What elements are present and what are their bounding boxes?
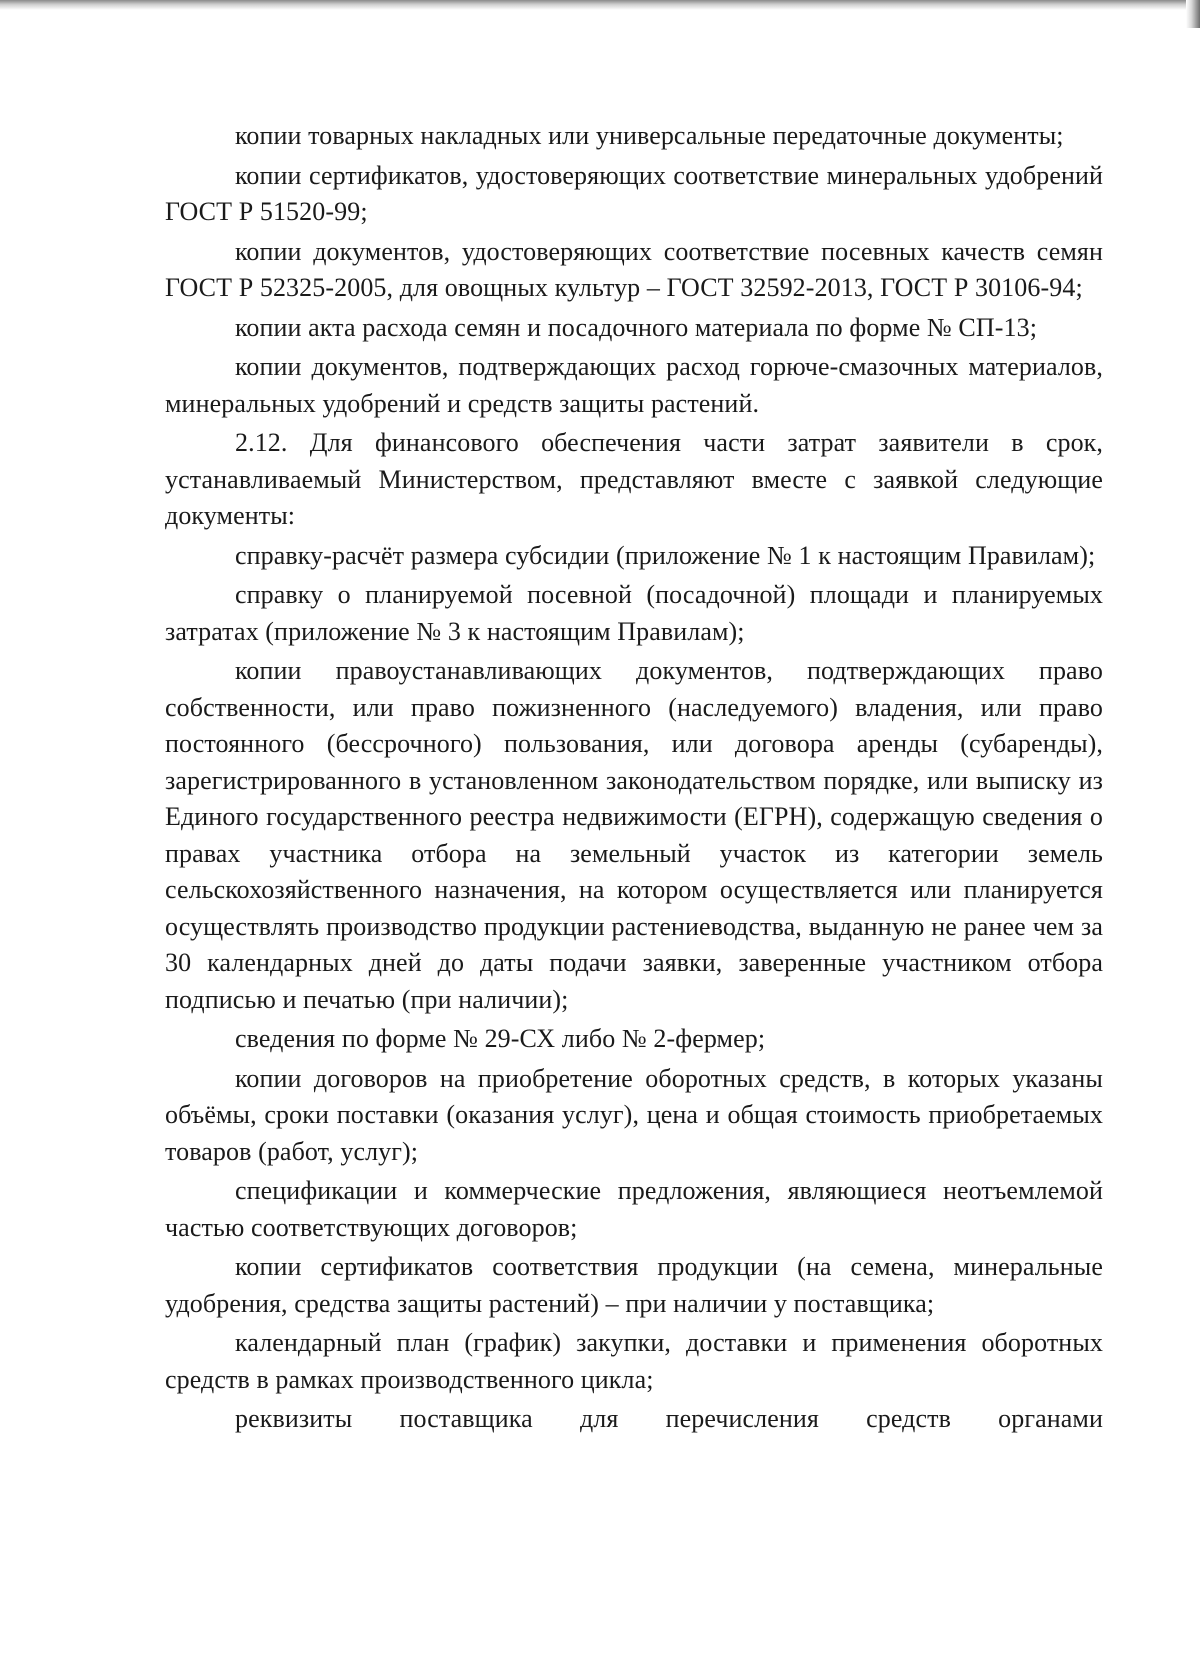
paragraph-planned-area: справку о планируемой посевной (посадочной) площади и планируемых затратах (приложение № 3 к настоящим Правилам); xyxy=(165,580,1103,646)
paragraph-fertilizer-certificates: копии сертификатов, удостоверяющих соответствие минеральных удобрений ГОСТ Р 51520-99; xyxy=(165,160,1103,226)
paragraph-calendar-plan: календарный план (график) закупки, доставки и применения оборотных средств в рамках производственного цикла; xyxy=(165,1328,1103,1394)
paragraph-form-29-sx: сведения по форме № 29-СХ либо № 2-фермер; xyxy=(235,1024,766,1053)
scan-corner-shadow xyxy=(1186,0,1200,28)
paragraph-seed-consumption-act: копии акта расхода семян и посадочного материала по форме № СП-13; xyxy=(235,312,1038,342)
document-body xyxy=(165,118,1103,1441)
paragraph-subsidy-calculation: справку-расчёт размера субсидии (приложение № 1 к настоящим Правилам); xyxy=(235,540,1096,570)
paragraph-seed-quality-documents: копии документов, удостоверяющих соответствие посевных качеств семян ГОСТ Р 52325-2005, для овощных культур – ГОСТ 32592-2013, ГОСТ Р 30106-94; xyxy=(165,236,1103,302)
paragraph-section-2-12: 2.12. Для финансового обеспечения части затрат заявители в срок, устанавливаемый Министерством, представляют вместе с заявкой следующие документы: xyxy=(165,428,1103,530)
paragraph-supplier-details: реквизиты поставщика для перечисления средств органами xyxy=(235,1404,1103,1433)
paragraph-conformity-certificates: копии сертификатов соответствия продукции (на семена, минеральные удобрения, средства защиты растений) – при наличии у поставщика; xyxy=(165,1252,1103,1318)
paragraph-waybills: копии товарных накладных или универсальные передаточные документы; xyxy=(235,121,1064,150)
paragraph-consumption-documents: копии документов, подтверждающих расход горюче-смазочных материалов, минеральных удобрений и средств защиты растений. xyxy=(165,352,1103,418)
scan-top-edge xyxy=(0,0,1200,10)
paragraph-specifications: спецификации и коммерческие предложения, являющиеся неотъемлемой частью соответствующих договоров; xyxy=(165,1176,1103,1242)
paragraph-title-documents: копии правоустанавливающих документов, подтверждающих право собственности, или право пожизненного (наследуемого) владения, или право постоянного (бессрочного) пользования, или договора аренды (субаренды), зарегистрированного в установленном законодательством порядке, или выписку из Единого государственного реестра недвижимости (ЕГРН), содержащую сведения о правах участника отбора на земельный участок из категории земель сельскохозяйственного назначения, на котором осуществляется или планируется осуществлять производство продукции растениеводства, выданную не ранее чем за 30 календарных дней до даты подачи заявки, заверенные участником отбора подписью и печатью (при наличии); xyxy=(165,656,1103,1014)
paragraph-purchase-contracts: копии договоров на приобретение оборотных средств, в которых указаны объёмы, сроки поставки (оказания услуг), цена и общая стоимость приобретаемых товаров (работ, услуг); xyxy=(165,1063,1103,1166)
